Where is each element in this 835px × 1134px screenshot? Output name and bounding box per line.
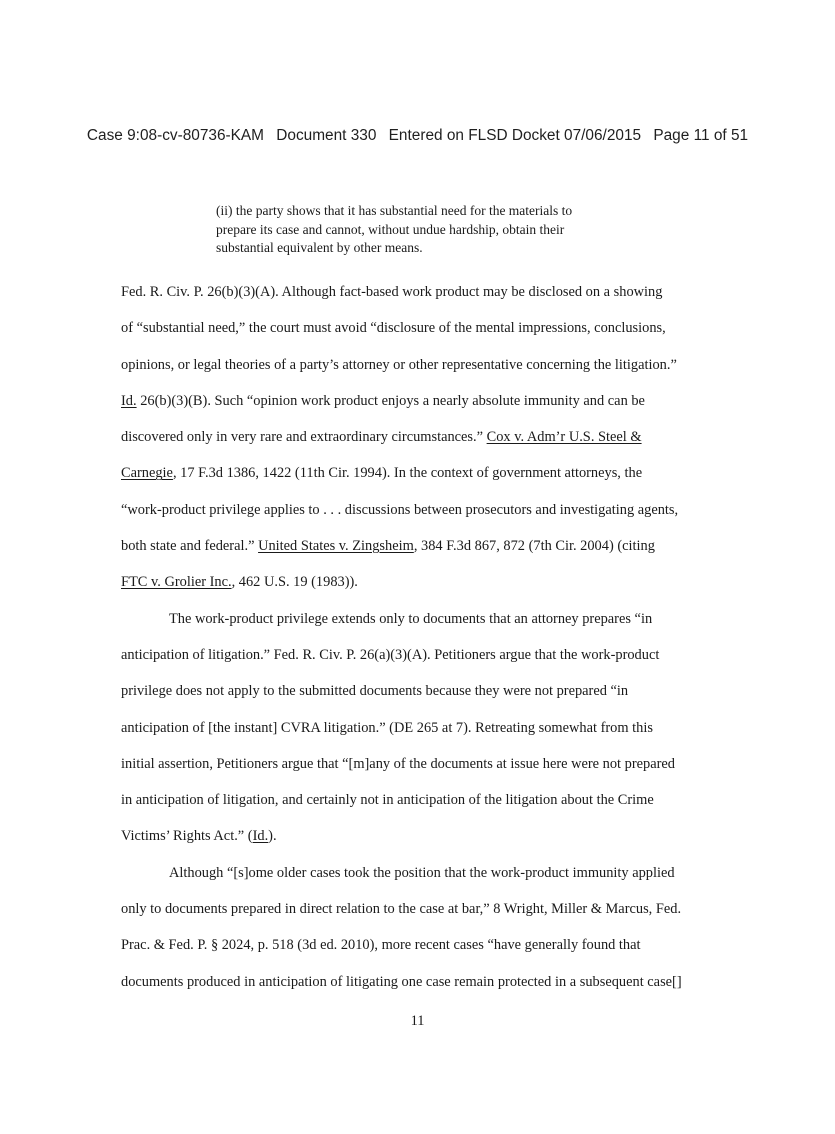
paragraph-1-line: “work-product privilege applies to . . . discussions between prosecutors and investigating agents, [121,501,679,518]
paragraph-2-line [121,818,721,854]
docket-entry: Entered on FLSD Docket 07/06/2015 [388,127,642,144]
paragraph-3-line: Although “[s]ome older cases took the position that the work-product immunity applied [169,864,675,881]
document-number: Document 330 [276,127,377,144]
body-text [121,274,721,1000]
paragraph-2-line: in anticipation of litigation, and certainly not in anticipation of the litigation about the Crime [121,792,654,809]
paragraph-1-line: of “substantial need,” the court must avoid “disclosure of the mental impressions, conclusions, [121,320,666,337]
citation-cox: Cox v. Adm’r U.S. Steel & [486,429,642,446]
citation-carnegie: Carnegie [121,465,173,482]
paragraph-2-line: The work-product privilege extends only to documents that an attorney prepares “in [169,610,653,627]
rule-quotation [216,202,656,258]
paragraph-2-line: anticipation of [the instant] CVRA litigation.” (DE 265 at 7). Retreating somewhat from this [121,719,653,736]
line-text: , 384 F.3d 867, 872 (7th Cir. 2004) (citing [413,538,655,555]
case-number: Case 9:08-cv-80736-KAM [86,127,264,144]
line-text: ). [268,828,277,845]
line-text: discovered only in very rare and extraordinary circumstances.” [121,429,487,446]
line-text: , 17 F.3d 1386, 1422 (11th Cir. 1994). In the context of government attorneys, the [172,465,643,482]
citation-id: Id. [121,392,137,409]
citation-id: Id. [252,828,269,845]
paragraph-1-line [121,419,721,455]
paragraph-1-line [121,455,721,491]
page-number: 11 [410,1013,425,1029]
line-text: Victims’ Rights Act.” ( [121,828,253,845]
paragraph-3-line: documents produced in anticipation of litigating one case remain protected in a subsequent case[] [121,973,682,990]
quote-line: prepare its case and cannot, without undue hardship, obtain their [216,221,565,237]
paragraph-2-line: privilege does not apply to the submitted documents because they were not prepared “in [121,683,629,700]
paragraph-1-line [121,564,721,600]
line-text: , 462 U.S. 19 (1983)). [231,574,358,591]
quote-line: substantial equivalent by other means. [216,240,423,255]
line-text: 26(b)(3)(B). Such “opinion work product enjoys a nearly absolute immunity and can be [136,392,645,409]
citation-grolier: FTC v. Grolier Inc. [121,574,232,591]
paragraph-3-line: Prac. & Fed. P. § 2024, p. 518 (3d ed. 2010), more recent cases “have generally found that [121,937,641,954]
line-text: both state and federal.” [121,538,259,555]
paragraph-1-line [121,528,721,564]
paragraph-2-line: anticipation of litigation.” Fed. R. Civ. P. 26(a)(3)(A). Petitioners argue that the work-product [121,646,660,663]
quote-line: (ii) the party shows that it has substantial need for the materials to [216,203,573,218]
paragraph-1-line: Fed. R. Civ. P. 26(b)(3)(A). Although fact-based work product may be disclosed on a showing [121,284,663,300]
paragraph-1-line [121,383,721,419]
page-indicator: Page 11 of 51 [653,127,749,144]
docket-header [0,127,835,145]
paragraph-3-line: only to documents prepared in direct relation to the case at bar,” 8 Wright, Miller & Marcus, Fed. [121,901,682,918]
citation-zingsheim: United States v. Zingsheim [258,538,414,555]
paragraph-1-line: opinions, or legal theories of a party’s attorney or other representative concerning the litigation.” [121,356,677,373]
paragraph-2-line: initial assertion, Petitioners argue that “[m]any of the documents at issue here were not prepared [121,755,675,772]
